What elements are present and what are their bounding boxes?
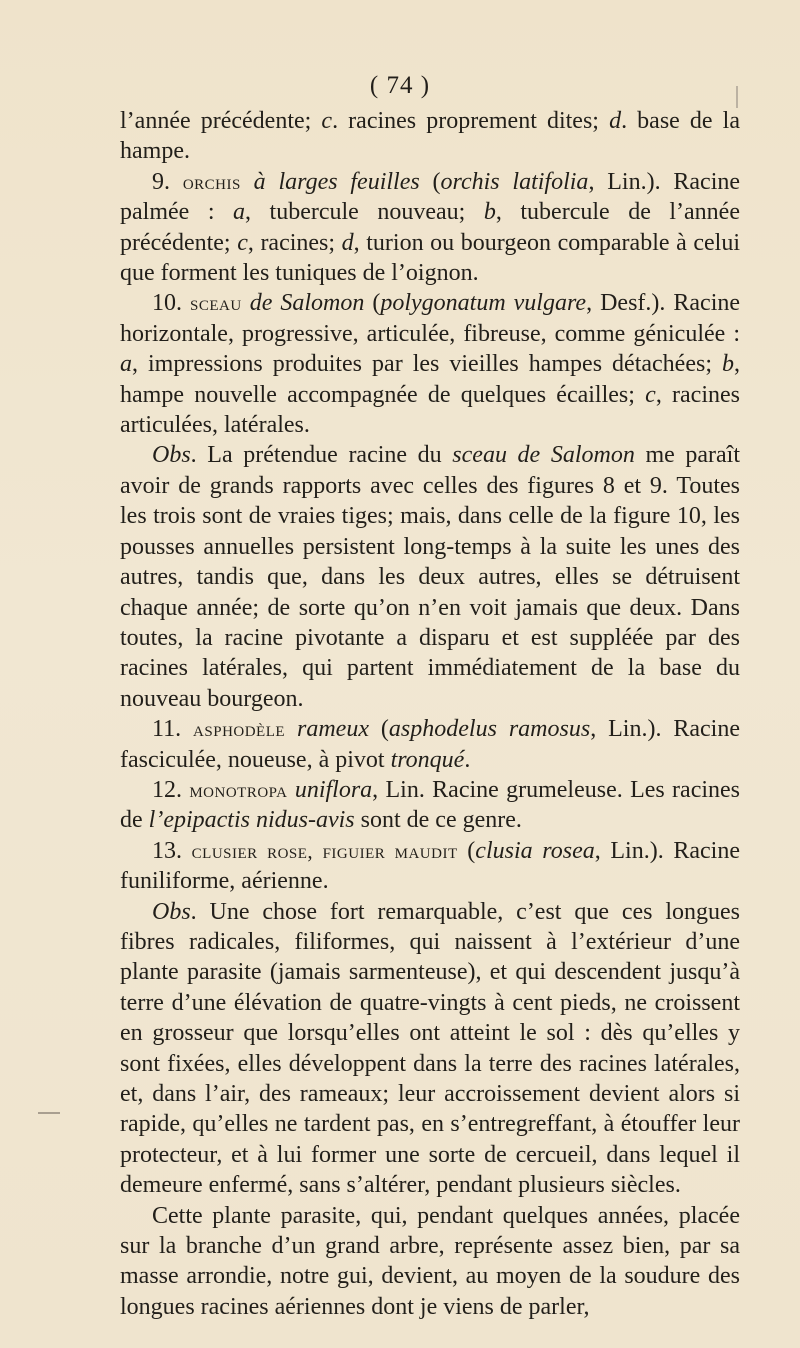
paragraph xyxy=(120,714,740,775)
italic-text: uniflora xyxy=(294,776,373,803)
text-run: , impressions produites par les vieilles hampes détachées; xyxy=(132,351,722,378)
text-run: , Lin.). Racine fasciculée, noueuse, à pivot xyxy=(120,716,740,773)
text-run xyxy=(285,716,297,742)
text-run: 9. xyxy=(152,168,183,195)
italic-text: d xyxy=(609,108,622,134)
text-run: , racines; xyxy=(247,229,342,256)
italic-text: asphodelus ramosus xyxy=(388,716,591,743)
italic-text: b xyxy=(483,199,496,226)
text-run: l’année précédente; xyxy=(120,108,322,134)
text-run: , Lin. Racine grumeleuse. Les racines de xyxy=(120,776,741,834)
text-run: . racines proprement dites; xyxy=(332,108,610,134)
paragraph xyxy=(120,440,740,714)
smallcaps-text: sceau xyxy=(190,291,242,316)
page-number: ( 74 ) xyxy=(369,72,431,99)
smallcaps-text: monotropa xyxy=(189,777,288,802)
italic-text: tronqué xyxy=(390,746,465,773)
text-run: Cette plante parasite, qui, pendant quelques années, placée sur la branche d’un grand arbre, représente assez bien, par sa masse arrondie, notre gui, devient, au moyen de la soudure des longues racines aériennes dont je viens de parler, xyxy=(120,1202,740,1320)
text-run: . xyxy=(464,746,471,773)
text-run xyxy=(287,777,294,803)
text-run: , turion ou bourgeon comparable à celui que forment les tuniques de l’oignon. xyxy=(120,229,740,287)
text-run: 10. xyxy=(152,290,190,317)
text-run: 13. xyxy=(152,837,192,864)
text-run: . Une chose fort remarquable, c’est que ces longues fibres radicales, filiformes, qui naissent à l’extérieur d’une plante parasite (jamais sarmenteuse), et qui descendent jusqu’à terre d’une élévation de quatre-vingts à cent pieds, ne croissent en grosseur que lorsqu’elles ont atteint le sol : dès qu’elles y sont fixées, elles développent dans la terre des racines latérales, et, dans l’air, des rameaux; leur accroissement devient alors si rapide, qu’elles ne tardent pas, en s’entregreffant, à étouffer leur protecteur, et à lui former une sorte de cercueil, dans lequel il demeure enfermé, sans s’altérer, pendant plusieurs siècles. xyxy=(120,898,740,1199)
text-run: . La prétendue racine du xyxy=(190,442,453,469)
text-run: , Lin.). Racine funiliforme, aérienne. xyxy=(120,837,740,895)
text-run: , Desf.). Racine horizontale, progressive, articulée, fibreuse, comme géniculée : xyxy=(120,290,741,347)
text-run: . base de la hampe. xyxy=(120,108,741,165)
text-run: ( xyxy=(419,168,441,195)
text-run: 11. xyxy=(152,716,194,743)
paragraph xyxy=(120,1201,740,1323)
italic-text: a xyxy=(233,199,246,226)
italic-text: de Salomon xyxy=(249,290,365,317)
paragraph xyxy=(120,106,740,167)
italic-text: l’epipactis nidus-avis xyxy=(148,807,355,834)
text-run: , hampe nouvelle accompagnée de quelques écailles; xyxy=(120,351,740,408)
text-run: ( xyxy=(457,837,476,864)
italic-text: c xyxy=(237,229,248,256)
page-body xyxy=(120,106,740,1322)
paragraph xyxy=(120,775,740,836)
italic-text: rameux xyxy=(297,716,369,743)
italic-text: c xyxy=(321,108,333,134)
text-run: ( xyxy=(364,290,381,317)
italic-text: polygonatum vulgare xyxy=(380,290,587,317)
italic-text: clusia rosea xyxy=(475,837,595,864)
italic-text: d xyxy=(341,229,354,256)
italic-text: à larges feuilles xyxy=(253,168,420,195)
paragraph xyxy=(120,897,740,1201)
italic-text: Obs xyxy=(152,442,191,469)
text-run: , racines articulées, latérales. xyxy=(120,381,740,439)
text-run: ( xyxy=(368,716,389,743)
italic-text: sceau de Salomon xyxy=(452,442,635,469)
text-run: 12. xyxy=(152,776,190,803)
italic-text: Obs xyxy=(152,898,191,925)
text-run: , tubercule nouveau; xyxy=(245,199,484,226)
text-run: , Lin.). Racine palmée : xyxy=(120,168,741,226)
smallcaps-text: clusier rose, figuier maudit xyxy=(191,838,458,863)
smallcaps-text: asphodèle xyxy=(193,717,286,742)
text-run: , tubercule de l’année précédente; xyxy=(120,199,740,256)
paragraph xyxy=(120,167,740,289)
italic-text: orchis latifolia xyxy=(440,168,589,195)
italic-text: a xyxy=(120,351,132,378)
text-run: sont de ce genre. xyxy=(354,807,522,834)
paragraph xyxy=(120,836,740,897)
italic-text: c xyxy=(645,381,656,408)
italic-text: b xyxy=(722,351,734,378)
paragraph xyxy=(120,288,740,440)
smallcaps-text: orchis xyxy=(182,169,241,194)
margin-mark-left xyxy=(38,1112,60,1114)
text-run xyxy=(242,290,250,316)
text-run: me paraît avoir de grands rapports avec celles des figures 8 et 9. Toutes les trois sont de vraies tiges; mais, dans celle de la figure 10, les pousses annuelles persistent long-temps à la suite les unes des autres, tandis que, dans les deux autres, elles se détruisent chaque année; de sorte qu’on n’en voit jamais que deux. Dans toutes, la racine pivotante a disparu et est suppléée par des racines latérales, qui partent immédiatement de la base du nouveau bourgeon. xyxy=(120,442,741,712)
text-run xyxy=(241,169,254,195)
